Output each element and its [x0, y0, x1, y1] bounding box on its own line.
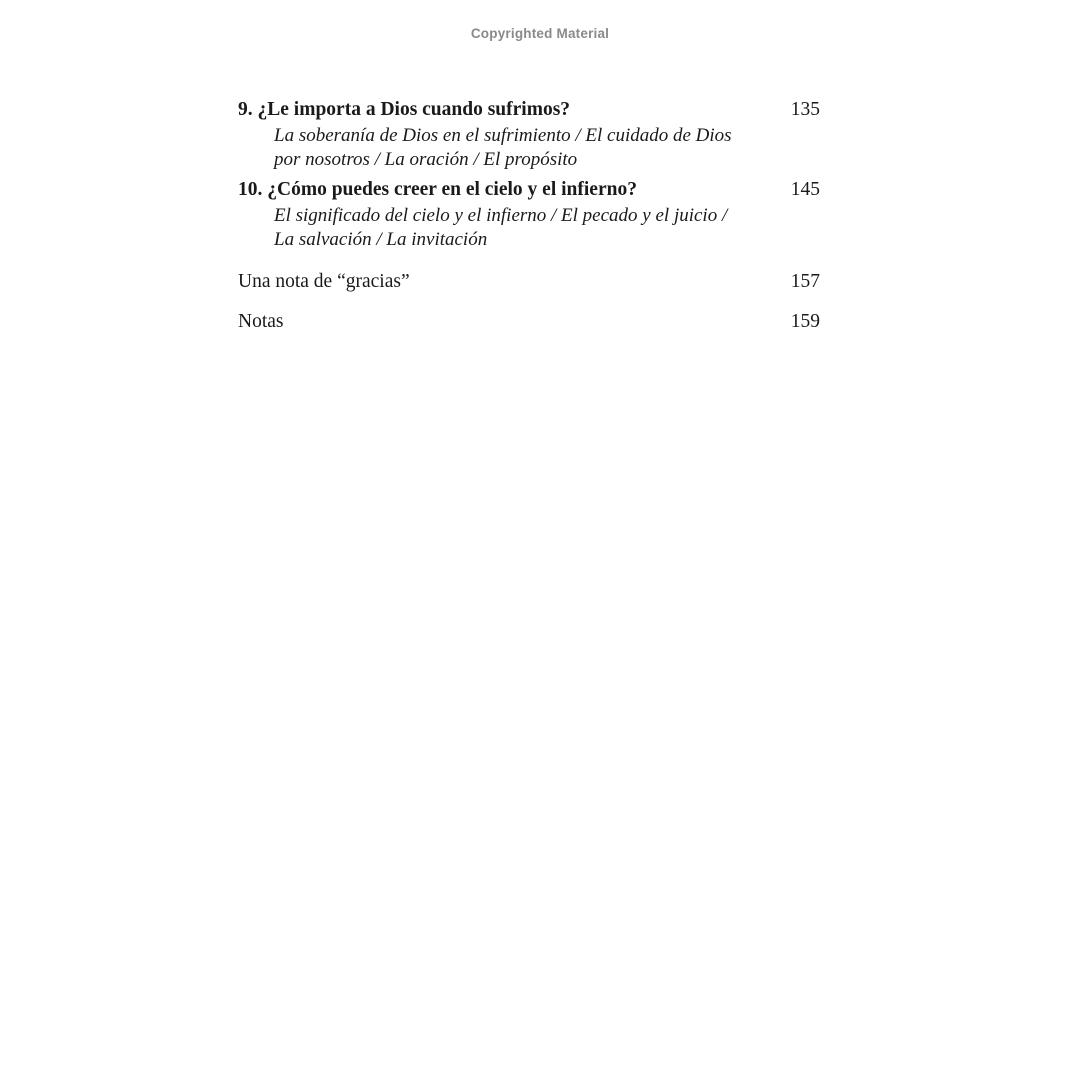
chapter-9-page-number: 135 — [790, 99, 820, 120]
gracias-title: Una nota de “gracias” — [238, 271, 410, 292]
toc-entry-gracias — [238, 268, 820, 296]
notas-page-number: 159 — [790, 311, 820, 332]
chapter-9-subtopics-line-1: La soberanía de Dios en el sufrimiento / El cuidado de Dios — [274, 125, 732, 146]
copyright-watermark: Copyrighted Material — [470, 26, 610, 41]
toc-entry-notas — [238, 308, 820, 336]
notas-title: Notas — [238, 311, 284, 332]
chapter-9-subtopics-line-2: por nosotros / La oración / El propósito — [274, 149, 578, 170]
chapter-10-subtopics-line-2: La salvación / La invitación — [274, 229, 488, 250]
gracias-page-number: 157 — [790, 271, 820, 292]
chapter-9-subtopics — [274, 124, 820, 172]
chapter-9-title: 9. ¿Le importa a Dios cuando sufrimos? — [238, 99, 571, 120]
chapter-10-page-number: 145 — [790, 179, 820, 200]
chapter-10-title: 10. ¿Cómo puedes creer en el cielo y el infierno? — [238, 179, 637, 200]
toc-entry-chapter-10 — [238, 176, 820, 252]
chapter-10-subtopics — [274, 204, 820, 252]
table-of-contents — [238, 96, 820, 336]
toc-entry-chapter-9 — [238, 96, 820, 172]
chapter-10-subtopics-line-1: El significado del cielo y el infierno / El pecado y el juicio / — [274, 205, 728, 226]
